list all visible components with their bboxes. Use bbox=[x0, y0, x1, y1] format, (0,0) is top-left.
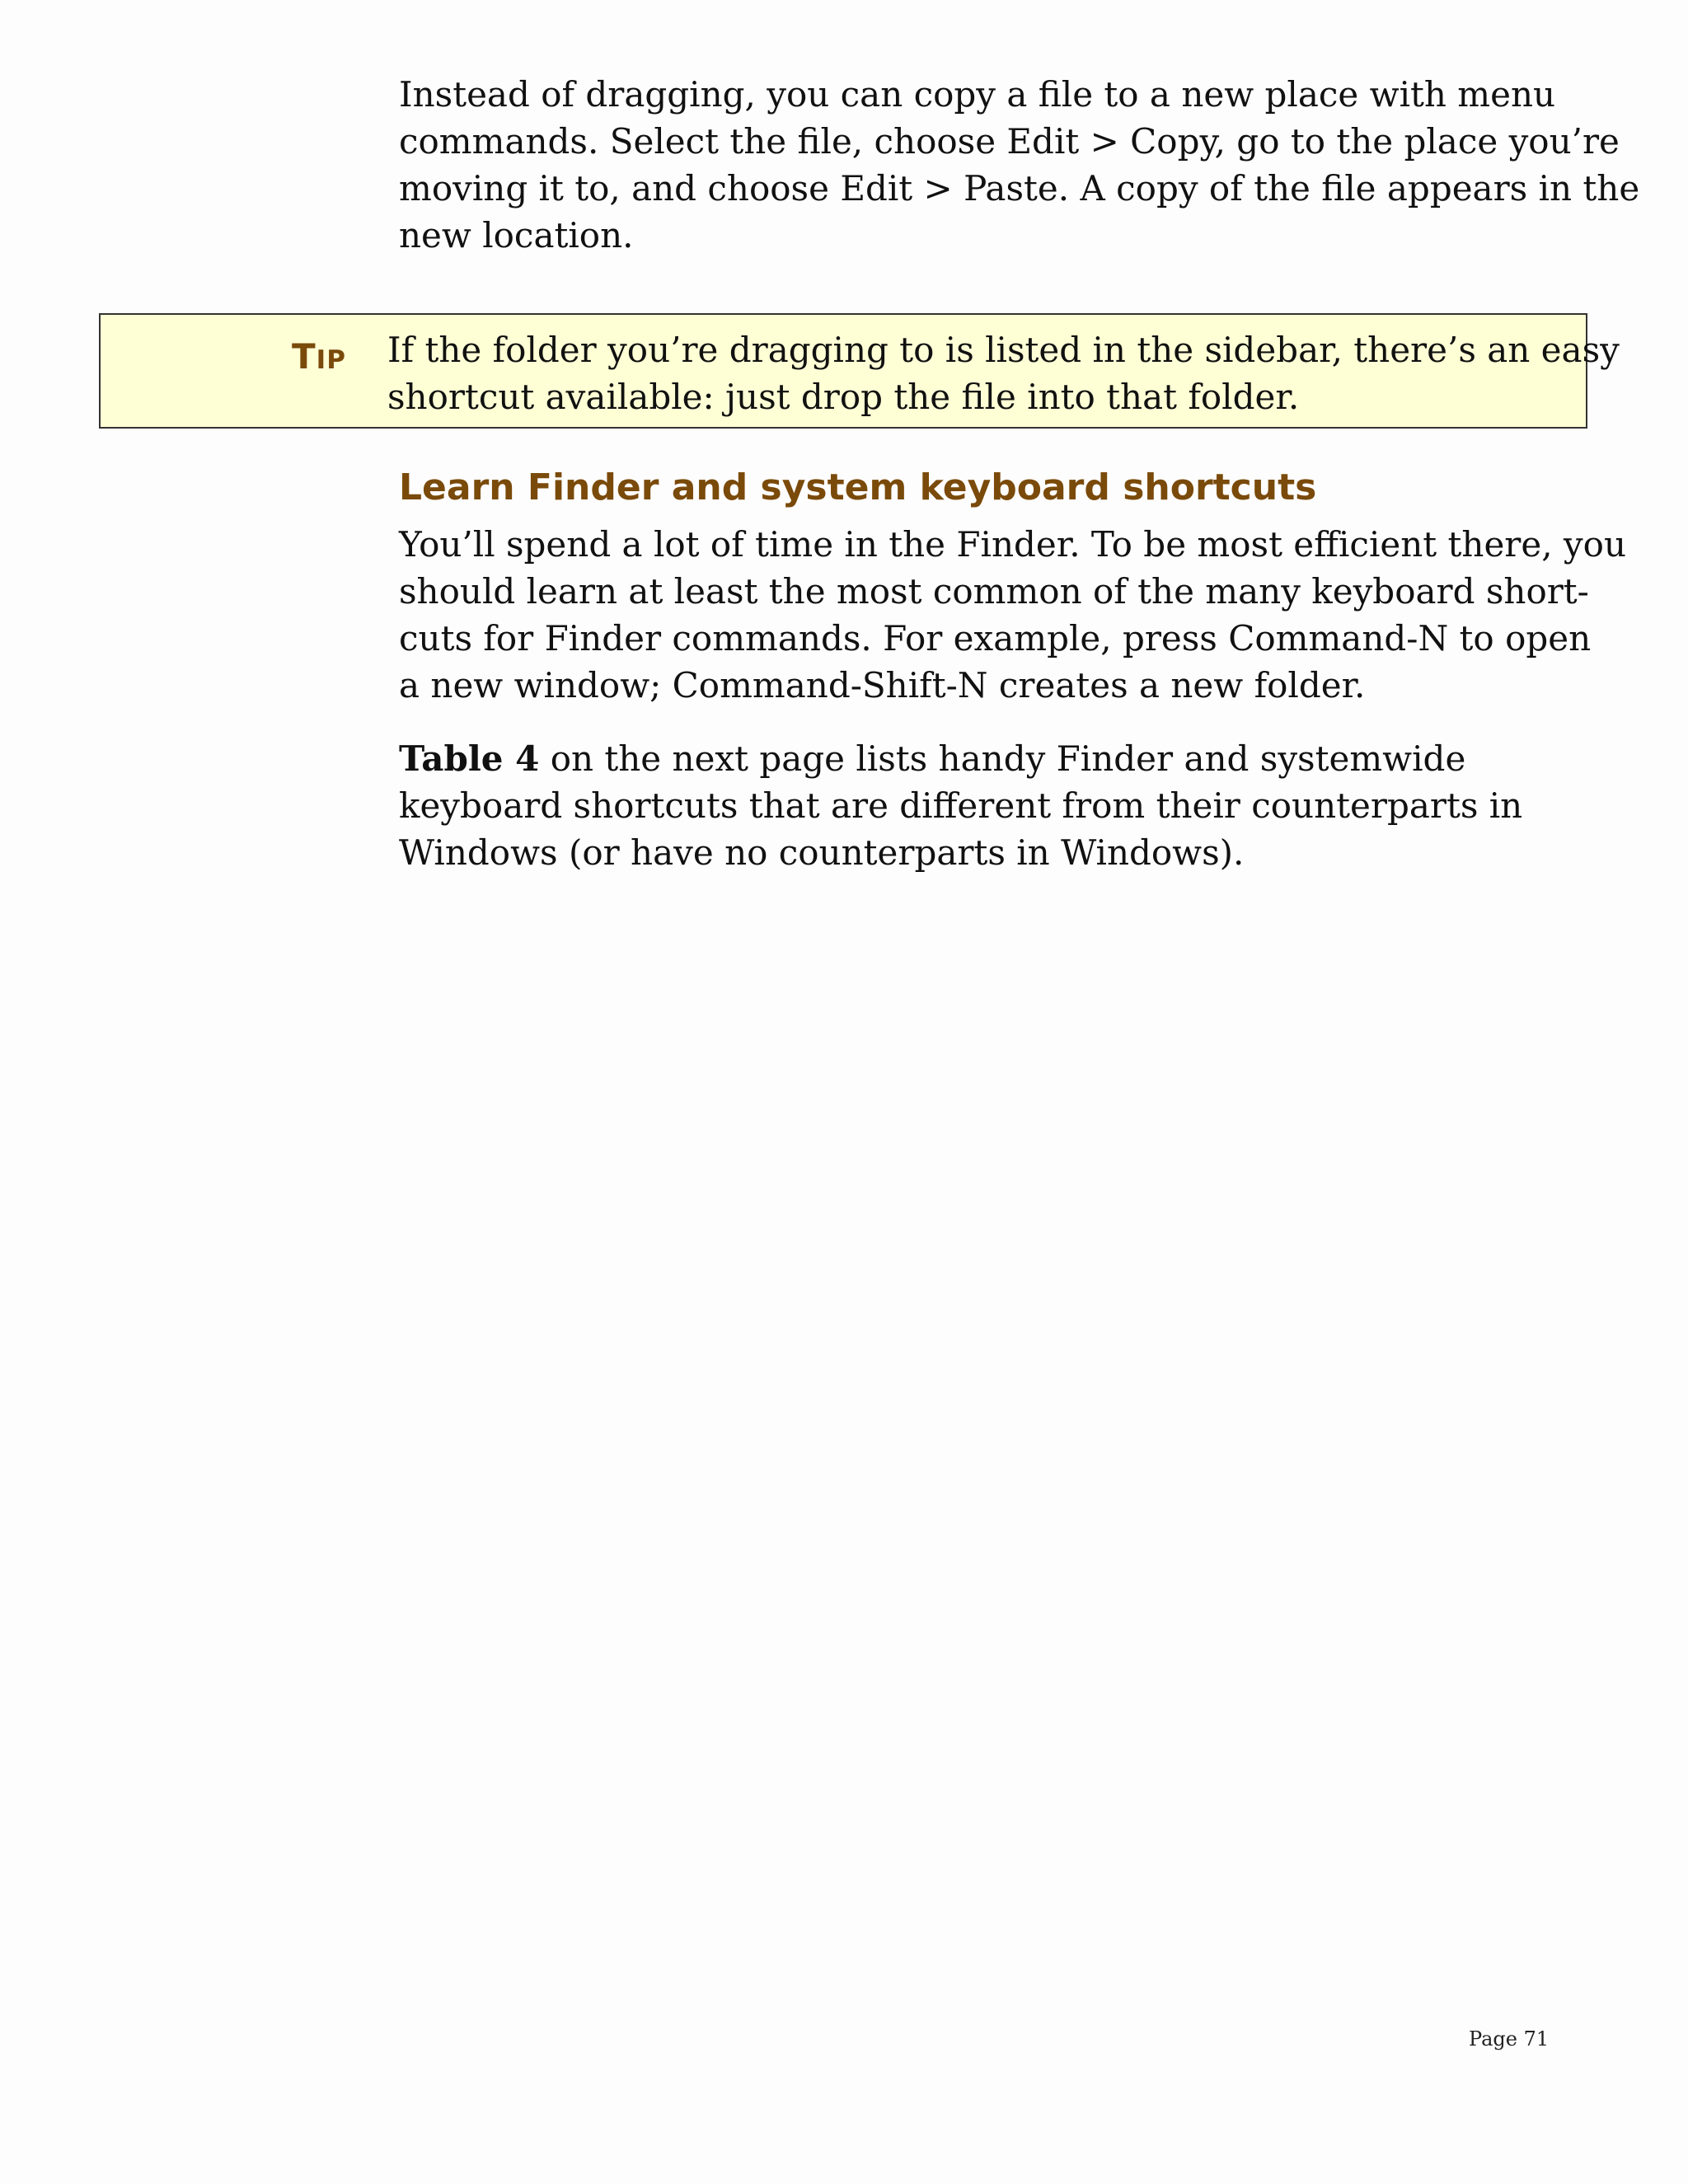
tip-text bbox=[387, 326, 1620, 420]
page-number: Page 71 bbox=[1469, 2027, 1550, 2050]
table-4-link[interactable]: Table 4 bbox=[399, 738, 540, 779]
tip-label-initial: T bbox=[292, 336, 316, 377]
text-line: a new window; Command-Shift-N creates a new folder. bbox=[399, 665, 1366, 705]
paragraph-table-reference bbox=[399, 735, 1611, 876]
text-line: You’ll spend a lot of time in the Finder. To be most efficient there, you bbox=[399, 524, 1626, 565]
paragraph-finder-shortcuts bbox=[399, 521, 1626, 709]
text-line: should learn at least the most common of the many keyboard short- bbox=[399, 571, 1589, 612]
tip-text-line: shortcut available: just drop the file into that folder. bbox=[387, 377, 1300, 417]
text-line: new location. bbox=[399, 215, 634, 255]
section-heading: Learn Finder and system keyboard shortcuts bbox=[399, 466, 1317, 509]
tip-label bbox=[292, 336, 346, 377]
text-line: Windows (or have no counterparts in Windows). bbox=[399, 832, 1245, 873]
text-fragment: on the next page lists handy Finder and systemwide bbox=[539, 738, 1466, 779]
text-line: Instead of dragging, you can copy a file to a new place with menu bbox=[399, 74, 1556, 115]
text-line: commands. Select the file, choose Edit > Copy, go to the place you’re bbox=[399, 121, 1620, 162]
tip-callout bbox=[99, 313, 1620, 429]
tip-text-line: If the folder you’re dragging to is listed in the sidebar, there’s an easy bbox=[387, 330, 1620, 370]
tip-label-rest: IP bbox=[316, 345, 346, 375]
text-line: cuts for Finder commands. For example, press Command-N to open bbox=[399, 618, 1592, 658]
text-line bbox=[399, 735, 1611, 782]
paragraph-copy-with-menu bbox=[399, 71, 1640, 259]
text-line: keyboard shortcuts that are different from their counterparts in bbox=[399, 785, 1523, 826]
text-line: moving it to, and choose Edit > Paste. A copy of the file appears in the bbox=[399, 168, 1640, 209]
